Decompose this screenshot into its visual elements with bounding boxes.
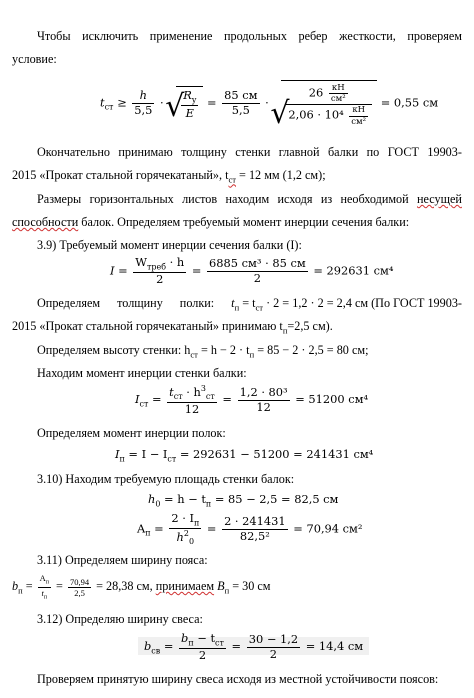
num: 30 − 1,2 bbox=[248, 632, 299, 647]
web-height-line bbox=[37, 343, 368, 359]
text: = t bbox=[242, 296, 256, 310]
den: 12 bbox=[256, 399, 271, 414]
word: горизонтальных bbox=[89, 192, 174, 206]
den: 12 bbox=[184, 401, 200, 416]
frac-b-t bbox=[179, 632, 226, 663]
paragraph-2-line-2 bbox=[12, 168, 326, 184]
sub: 0 bbox=[155, 499, 161, 509]
word: принимаем bbox=[155, 579, 215, 594]
section-3-10-title: 3.10) Находим требуемую площадь стенки балок: bbox=[37, 472, 295, 486]
text: Определяем высоту стенки: h bbox=[37, 343, 191, 357]
word: 19903- bbox=[427, 145, 462, 159]
num: − t bbox=[193, 631, 216, 645]
frac-t-h3 bbox=[167, 384, 217, 416]
frac-85-55 bbox=[222, 89, 259, 117]
word: Определяем bbox=[37, 296, 101, 310]
den: h bbox=[176, 529, 184, 544]
word: Окончательно bbox=[37, 145, 110, 159]
sub: 0 bbox=[188, 536, 195, 546]
sym: h bbox=[148, 492, 156, 506]
num: 85 см bbox=[224, 88, 258, 103]
word: ребер bbox=[298, 29, 328, 43]
sub: п bbox=[249, 349, 255, 360]
word: листов bbox=[182, 192, 218, 206]
den: 2 bbox=[156, 271, 164, 286]
sub: п bbox=[193, 518, 200, 528]
paragraph-4-line-1 bbox=[37, 296, 462, 312]
num: 1,2 · 80³ bbox=[239, 384, 288, 399]
paragraph-3-line-2 bbox=[12, 215, 409, 230]
outer-num bbox=[286, 83, 372, 105]
paragraph-2-line-1 bbox=[37, 145, 462, 160]
result: = 0,55 см bbox=[380, 95, 439, 110]
formula-inertia bbox=[110, 256, 393, 287]
unit-kn-cm2 bbox=[329, 83, 348, 104]
sqrt-ratio bbox=[272, 80, 377, 127]
result: = 292631 см⁴ bbox=[313, 263, 394, 278]
sym: A bbox=[137, 521, 146, 536]
frac-2i-h0 bbox=[169, 512, 201, 547]
sub: ст bbox=[173, 392, 183, 402]
sub: п bbox=[224, 585, 230, 596]
num: 26 bbox=[308, 85, 324, 100]
sub: y bbox=[191, 95, 197, 105]
frac-a-t bbox=[38, 573, 51, 602]
op: = bbox=[56, 579, 63, 594]
frac-6885 bbox=[207, 257, 308, 285]
den: 2 bbox=[269, 646, 278, 661]
sub: п bbox=[234, 302, 240, 313]
text: =2,5 см). bbox=[287, 319, 333, 333]
result: = 70,94 см² bbox=[293, 521, 363, 536]
lhs: I bbox=[115, 447, 120, 461]
flange-formula bbox=[231, 296, 462, 312]
paragraph-3-line-1 bbox=[37, 192, 462, 207]
text: 2015 «Прокат стальной горячекатаный», t bbox=[12, 168, 229, 182]
word: применение bbox=[149, 29, 213, 43]
formula-web-inertia bbox=[135, 384, 368, 416]
word: несущей bbox=[417, 192, 462, 206]
text: · 2 = 1,2 · 2 = 2,4 см (По ГОСТ 19903- bbox=[266, 296, 462, 310]
lhs: I bbox=[135, 392, 140, 407]
unit-kn-cm2b bbox=[349, 105, 368, 126]
word: продольных bbox=[224, 29, 287, 43]
sym: t bbox=[231, 296, 235, 310]
frac-12-80 bbox=[238, 386, 290, 414]
lhs: I = bbox=[110, 263, 128, 278]
sub: ст bbox=[139, 399, 149, 409]
num: · h bbox=[166, 255, 185, 269]
den: E bbox=[185, 106, 194, 121]
num: b bbox=[181, 631, 189, 645]
sub: п bbox=[205, 499, 212, 509]
word: принимаю bbox=[118, 145, 173, 159]
result: = 14,4 см bbox=[305, 639, 364, 654]
num: A bbox=[39, 573, 46, 583]
frac-outer bbox=[286, 83, 372, 127]
word: из bbox=[320, 192, 333, 206]
sub: ст bbox=[228, 174, 236, 185]
den: 82,5² bbox=[239, 528, 270, 543]
den: 2,06 · 10⁴ bbox=[288, 108, 344, 123]
paragraph-4-line-2 bbox=[12, 319, 333, 335]
num: 2 · 241431 bbox=[224, 514, 286, 529]
word: главной bbox=[278, 145, 320, 159]
sub: п bbox=[145, 528, 151, 538]
word: Чтобы bbox=[37, 29, 71, 43]
sym: B bbox=[214, 579, 225, 594]
op: = bbox=[25, 579, 33, 594]
num: кН bbox=[349, 105, 368, 116]
sub: п bbox=[282, 325, 288, 336]
sym: b bbox=[144, 639, 152, 654]
sub: ст bbox=[104, 102, 114, 112]
word: полки: bbox=[179, 296, 215, 310]
text: 2015 «Прокат стальной горячекатаный» принимаю t bbox=[12, 319, 283, 333]
den: см² bbox=[351, 116, 367, 127]
formula-web-thickness: $t_{ст}$ ≥ $\frac{h}{5,5}$ · √ $\frac{R_y}{E}$ = $\frac{85 см}{5,5}$ · √ 26 $\frac{кН}{\text{см²}}$ 2,06 · 10⁴ $\frac{кН}{\text{см²}}$ = 0,55 см bbox=[100, 80, 438, 127]
result: = 51200 см⁴ bbox=[295, 392, 369, 407]
formula-h0 bbox=[148, 492, 338, 508]
sub: п bbox=[119, 454, 125, 464]
sub: ст bbox=[255, 302, 264, 313]
op: = bbox=[191, 263, 202, 278]
num: h bbox=[139, 88, 147, 103]
text: = I − I bbox=[124, 447, 168, 461]
formula-flange-inertia bbox=[115, 447, 373, 463]
den: t bbox=[41, 587, 44, 598]
section-3-9-title: 3.9) Требуемый момент инерции сечения балки (I): bbox=[37, 238, 302, 252]
sup: 3 bbox=[200, 384, 206, 393]
text: = 12 мм (1,2 см); bbox=[236, 168, 326, 182]
op: = bbox=[206, 521, 217, 536]
text: = 85 − 2 · 2,5 = 80 см; bbox=[254, 343, 369, 357]
op: = bbox=[231, 639, 242, 654]
web-inertia-title: Находим момент инерции стенки балки: bbox=[37, 366, 247, 380]
op: ≥ bbox=[117, 95, 127, 110]
outer-den bbox=[286, 105, 372, 126]
word: стенки bbox=[235, 145, 271, 159]
word: Размеры bbox=[37, 192, 82, 206]
den: 2,5 bbox=[74, 587, 85, 598]
word: толщину bbox=[117, 296, 163, 310]
sym: b bbox=[12, 579, 19, 594]
section-3-12-title: 3.12) Определяю ширину свеса: bbox=[37, 612, 203, 626]
result: = 85 − 2,5 = 82,5 см bbox=[211, 492, 339, 506]
den: 5,5 bbox=[231, 102, 250, 117]
num: 2 · I bbox=[171, 511, 194, 525]
sup: 2 bbox=[183, 528, 189, 538]
section-3-11-title: 3.11) Определяем ширину пояса: bbox=[37, 553, 208, 567]
op: = bbox=[154, 521, 164, 536]
final-check-line: Проверяем принятую ширину свеса исходя из местной устойчивости поясов: bbox=[37, 672, 439, 686]
result: = 30 см bbox=[229, 579, 271, 594]
num: · h bbox=[182, 384, 201, 399]
word: толщину bbox=[181, 145, 227, 159]
sqrt-ry-e bbox=[167, 86, 203, 120]
frac-7094 bbox=[68, 577, 91, 598]
shaded-formula bbox=[138, 631, 369, 662]
den: 2 bbox=[198, 647, 207, 662]
word: находим bbox=[225, 192, 270, 206]
formula-flange-width bbox=[12, 573, 270, 602]
sub: п bbox=[45, 579, 49, 586]
word: исключить bbox=[82, 29, 139, 43]
sub: п bbox=[188, 638, 194, 648]
num: кН bbox=[329, 83, 348, 94]
word: проверяем bbox=[407, 29, 462, 43]
result: = 28,38 см, bbox=[96, 579, 156, 594]
sub: треб bbox=[147, 262, 167, 272]
paragraph-1-line-2: условие: bbox=[12, 52, 57, 66]
frac-h-55 bbox=[132, 89, 154, 117]
op: = bbox=[206, 95, 217, 110]
flange-inertia-title: Определяем момент инерции полок: bbox=[37, 426, 226, 440]
sub: п bbox=[43, 594, 48, 601]
formula-area bbox=[137, 512, 362, 547]
sub: св bbox=[151, 646, 161, 656]
num: W bbox=[135, 255, 148, 269]
word: необходимой bbox=[340, 192, 409, 206]
text: = h − 2 · t bbox=[197, 343, 250, 357]
frac-241431 bbox=[222, 515, 288, 543]
word: ГОСТ bbox=[387, 145, 419, 159]
den: см² bbox=[330, 94, 346, 105]
sym: t bbox=[100, 95, 105, 110]
result: = 292631 − 51200 = 241431 см⁴ bbox=[176, 447, 374, 461]
text: способности bbox=[12, 215, 79, 229]
op: = bbox=[163, 639, 174, 654]
num: t bbox=[169, 384, 174, 399]
word: исходя bbox=[277, 192, 313, 206]
den: 2 bbox=[253, 270, 261, 285]
sub: ст bbox=[190, 349, 198, 360]
frac-30-12 bbox=[247, 633, 300, 661]
op: = bbox=[152, 392, 162, 407]
sub: ст bbox=[215, 638, 224, 648]
word: по bbox=[366, 145, 380, 159]
den: 5,5 bbox=[134, 102, 153, 117]
paragraph-1-line-1 bbox=[37, 29, 462, 44]
formula-overhang bbox=[138, 632, 369, 663]
sub: ст bbox=[205, 392, 215, 402]
word: жесткости, bbox=[339, 29, 396, 43]
num: 70,94 bbox=[69, 576, 90, 587]
text: балок. Определяем требуемый момент инерции сечения балки: bbox=[78, 215, 410, 229]
num: R bbox=[183, 88, 192, 103]
num: 6885 см³ · 85 см bbox=[209, 256, 306, 271]
frac-ry-e bbox=[181, 89, 198, 120]
text: = h − t bbox=[160, 492, 206, 506]
op: = bbox=[222, 392, 232, 407]
sub: ст bbox=[167, 454, 177, 464]
sub: п bbox=[18, 585, 23, 596]
word: балки bbox=[327, 145, 359, 159]
frac-w-h bbox=[133, 256, 186, 287]
